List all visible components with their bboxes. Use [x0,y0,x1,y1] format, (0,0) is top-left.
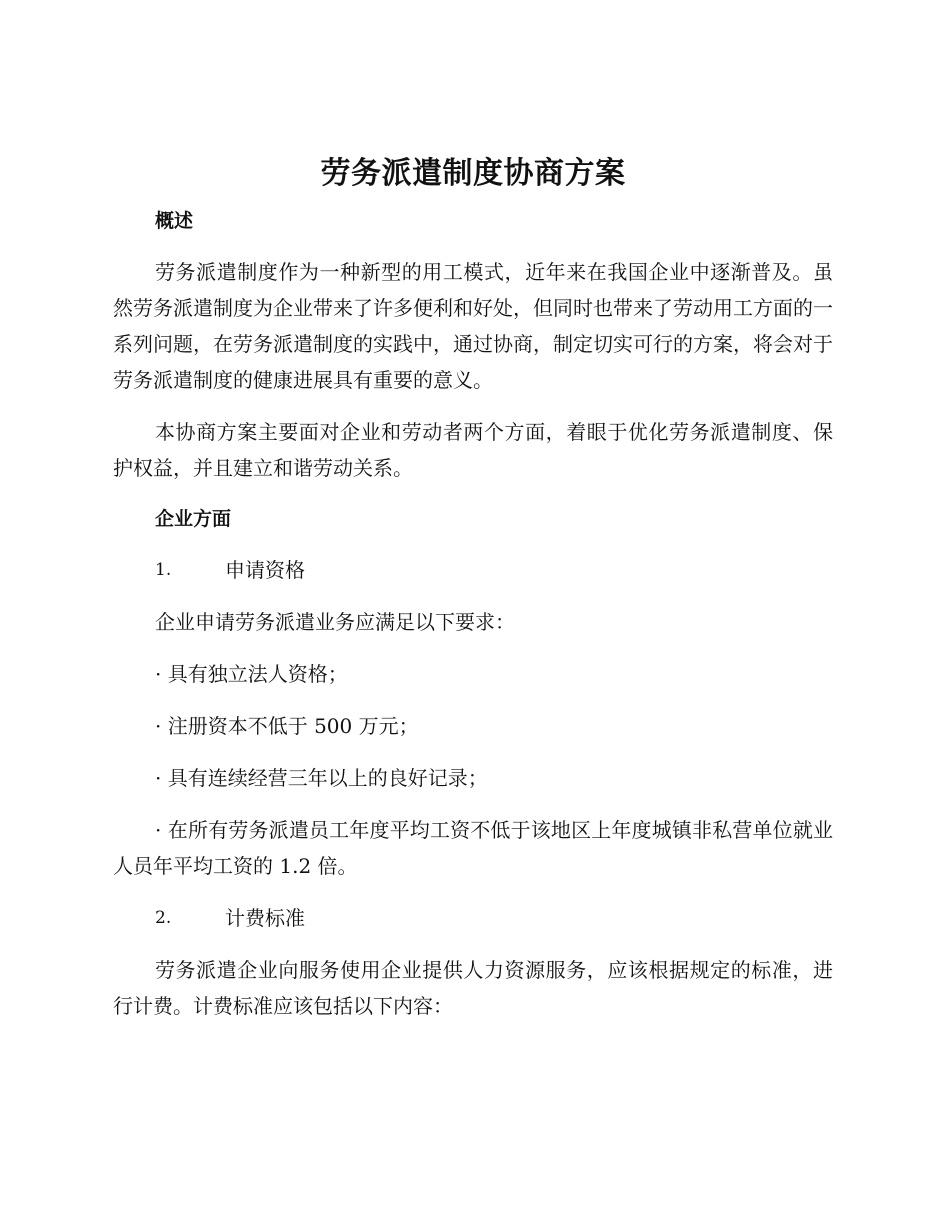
numbered-item-1 [113,552,833,588]
item-2-title: 计费标准 [225,906,305,930]
item-1-number: 1. [155,560,172,580]
bullet-3: · 具有连续经营三年以上的良好记录； [155,766,488,790]
item-2-paragraph: 劳务派遣企业向服务使用企业提供人力资源服务，应该根据规定的标准，进行计费。计费标准应该包括以下内容： [113,958,833,1018]
overview-paragraph-1: 劳务派遣制度作为一种新型的用工模式，近年来在我国企业中逐渐普及。虽然劳务派遣制度为企业带来了许多便利和好处，但同时也带来了劳动用工方面的一系列问题，在劳务派遣制度的实践中，通过协商，制定切实可行的方案，将会对于劳务派遣制度的健康进展具有重要的意义。 [113,260,833,392]
document-title: 劳务派遣制度协商方案 [320,156,626,191]
item-1-title: 申请资格 [225,558,305,582]
item-1-intro: 企业申请劳务派遣业务应满足以下要求： [155,610,515,634]
overview-heading: 概述 [155,210,194,232]
overview-paragraph-2: 本协商方案主要面对企业和劳动者两个方面，着眼于优化劳务派遣制度、保护权益，并且建立和谐劳动关系。 [113,420,833,480]
enterprise-heading: 企业方面 [155,508,232,530]
bullet-4: · 在所有劳务派遣员工年度平均工资不低于该地区上年度城镇非私营单位就业人员年平均工资的 1.2 倍。 [113,818,833,878]
bullet-2: · 注册资本不低于 500 万元； [155,714,419,738]
numbered-item-2 [113,900,833,936]
bullet-1: · 具有独立法人资格； [155,662,348,686]
item-2-number: 2. [155,908,172,928]
document-body [113,150,833,1040]
